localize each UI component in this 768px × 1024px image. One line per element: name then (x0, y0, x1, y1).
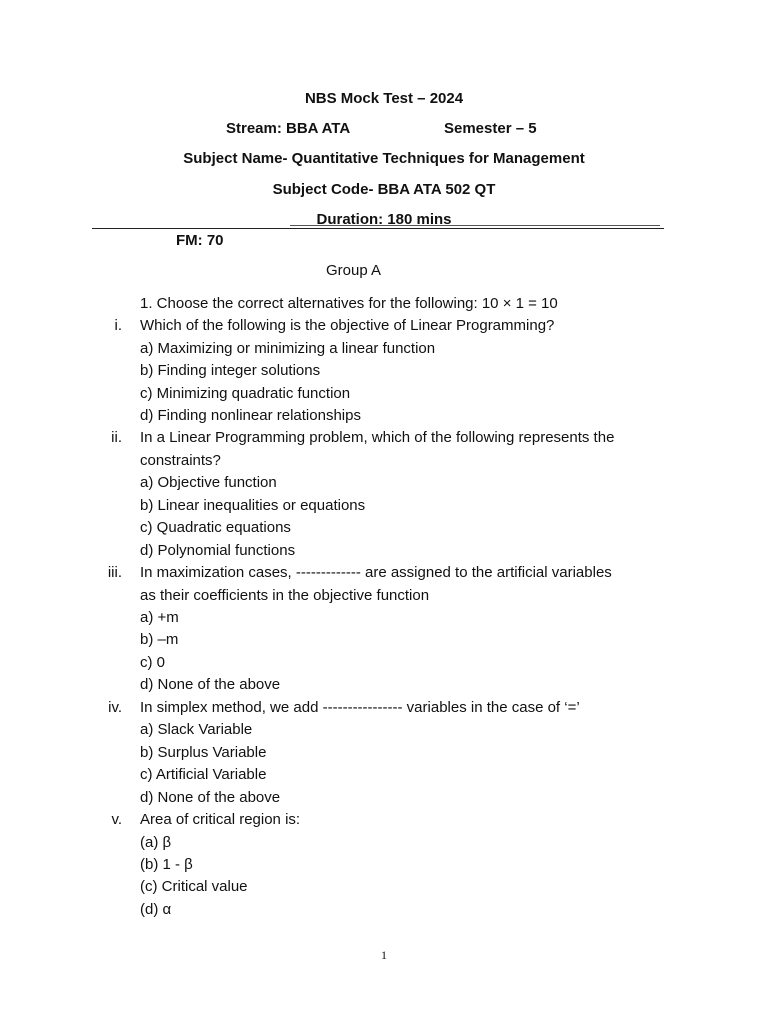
option: c) 0 (140, 654, 166, 671)
option: c) Artificial Variable (140, 766, 267, 783)
subject-code: Subject Code- BBA ATA 502 QT (272, 181, 496, 198)
question-text: Which of the following is the objective of Linear Programming? (140, 317, 555, 334)
header-rule-short (290, 225, 660, 226)
option: b) Finding integer solutions (140, 362, 321, 379)
option: b) Surplus Variable (140, 744, 267, 761)
option: d) Finding nonlinear relationships (140, 407, 361, 424)
semester-label: Semester – 5 (444, 120, 537, 137)
header-rule (92, 228, 664, 229)
page-number: 1 (381, 948, 387, 962)
full-marks: FM: 70 (176, 232, 224, 249)
instruction-line: 1. Choose the correct alternatives for the following: 10 × 1 = 10 (140, 295, 558, 312)
option: c) Minimizing quadratic function (140, 385, 351, 402)
option: (b) 1 - β (140, 856, 193, 873)
option: d) None of the above (140, 789, 281, 806)
option: (c) Critical value (140, 878, 248, 895)
question-number: iii. (107, 564, 122, 581)
option: a) Slack Variable (140, 721, 253, 738)
option: b) Linear inequalities or equations (140, 497, 366, 514)
option: d) None of the above (140, 676, 281, 693)
option: d) Polynomial functions (140, 542, 296, 559)
question-text-continued: constraints? (140, 452, 221, 469)
subject-name: Subject Name- Quantitative Techniques for Management (183, 150, 585, 167)
question-text: In maximization cases, ------------- are assigned to the artificial variables (140, 564, 612, 581)
question-number: v. (111, 811, 122, 828)
question-text: Area of critical region is: (140, 811, 301, 828)
question-number: ii. (111, 429, 122, 446)
option: (d) α (140, 901, 172, 918)
option: b) –m (140, 631, 179, 648)
option: a) +m (140, 609, 179, 626)
question-text: In simplex method, we add ---------------- variables in the case of ‘=’ (140, 699, 580, 716)
option: a) Objective function (140, 474, 277, 491)
option: (a) β (140, 834, 172, 851)
question-number: i. (114, 317, 122, 334)
question-text: In a Linear Programming problem, which of the following represents the (140, 429, 615, 446)
question-text-continued: as their coefficients in the objective function (140, 587, 430, 604)
question-number: iv. (108, 699, 122, 716)
duration: Duration: 180 mins (316, 211, 452, 228)
group-heading: Group A (326, 262, 382, 279)
option: c) Quadratic equations (140, 519, 291, 536)
option: a) Maximizing or minimizing a linear function (140, 340, 436, 357)
test-title: NBS Mock Test – 2024 (304, 90, 464, 107)
stream-label: Stream: BBA ATA (226, 120, 351, 137)
